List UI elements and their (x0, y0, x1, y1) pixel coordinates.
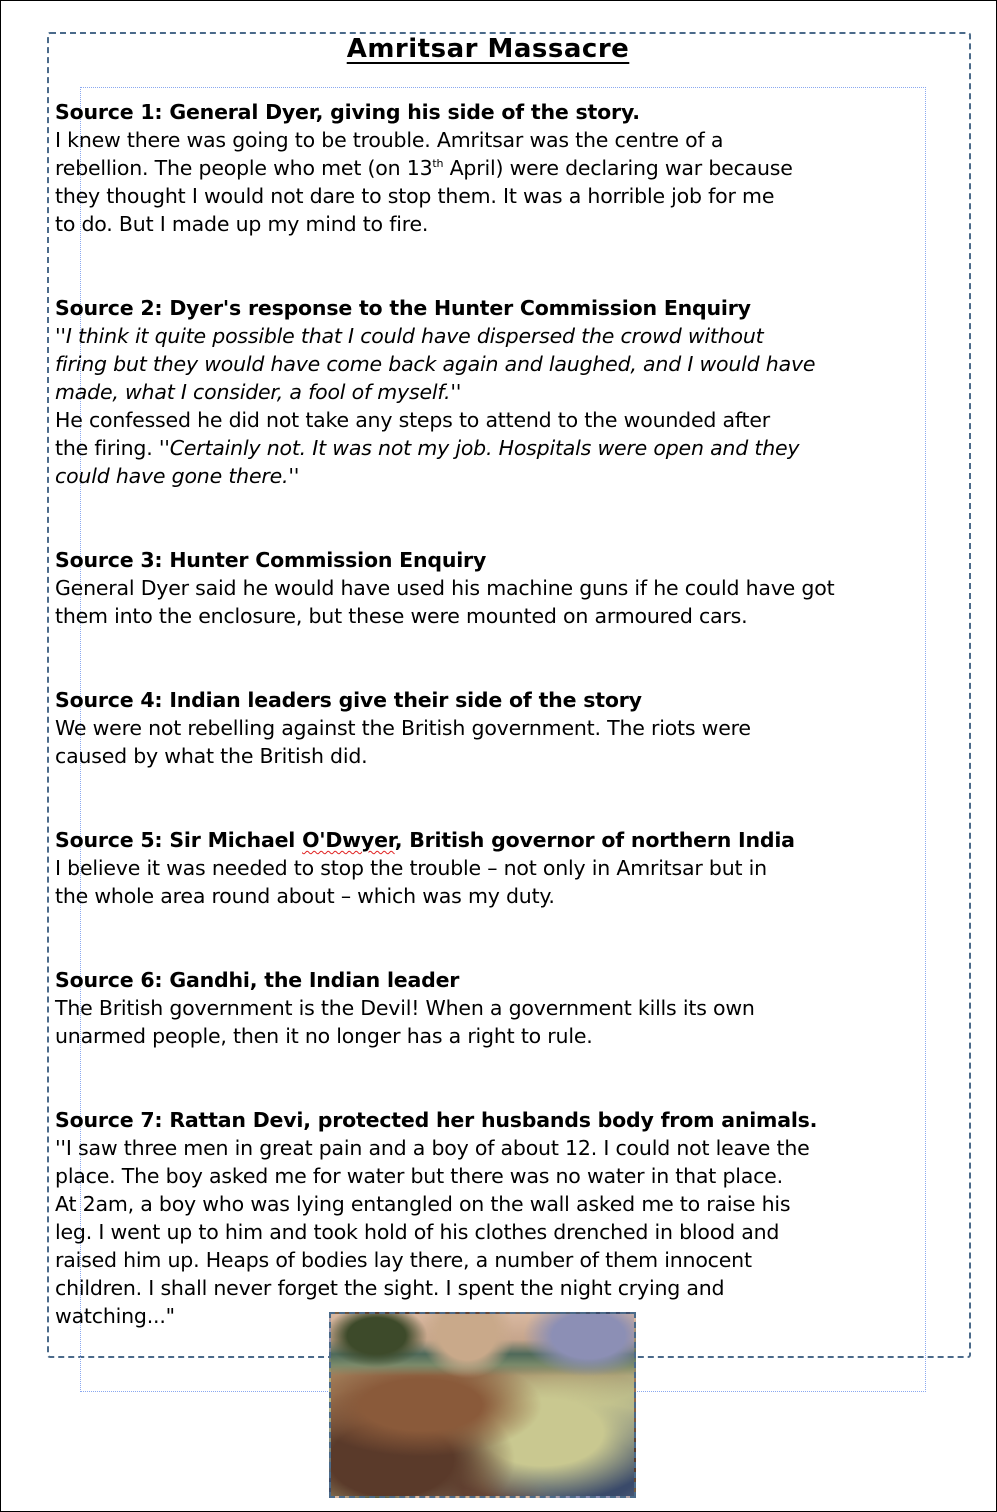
source-line: they thought I would not dare to stop them. It was a horrible job for me (55, 184, 775, 208)
spellcheck-flagged-word[interactable]: O'Dwyer (302, 828, 395, 852)
spacer (55, 770, 970, 826)
source-line: the firing. ''Certainly not. It was not my job. Hospitals were open and they (55, 436, 800, 460)
quote-line: made, what I consider, a fool of myself.'' (55, 380, 462, 404)
source-line: them into the enclosure, but these were mounted on armoured cars. (55, 604, 748, 628)
source-heading: Source 7: Rattan Devi, protected her husbands body from animals. (55, 1108, 818, 1132)
spacer (55, 910, 970, 966)
source-heading: Source 4: Indian leaders give their side of the story (55, 688, 642, 712)
source-line: the whole area round about – which was my duty. (55, 884, 555, 908)
massacre-painting-image[interactable] (329, 1312, 636, 1498)
source-line: to do. But I made up my mind to fire. (55, 212, 429, 236)
quote-line: firing but they would have come back again and laughed, and I would have (55, 352, 816, 376)
spacer (55, 1050, 970, 1106)
spacer (55, 238, 970, 294)
source-4 (55, 686, 970, 770)
source-heading: Source 5: Sir Michael O'Dwyer, British governor of northern India (55, 828, 795, 852)
spacer (55, 630, 970, 686)
quote-line: ''I think it quite possible that I could have dispersed the crowd without (55, 324, 764, 348)
superscript-ordinal: th (432, 157, 444, 171)
source-7 (55, 1106, 970, 1330)
title-text: Amritsar Massacre (346, 34, 630, 64)
source-line: caused by what the British did. (55, 744, 368, 768)
source-line: watching..." (55, 1304, 175, 1328)
source-6 (55, 966, 970, 1050)
source-heading: Source 3: Hunter Commission Enquiry (55, 548, 487, 572)
source-line: We were not rebelling against the British government. The riots were (55, 716, 751, 740)
source-3 (55, 546, 970, 630)
source-line: leg. I went up to him and took hold of his clothes drenched in blood and (55, 1220, 780, 1244)
source-line: I believe it was needed to stop the trouble – not only in Amritsar but in (55, 856, 767, 880)
source-heading: Source 1: General Dyer, giving his side of the story. (55, 100, 640, 124)
source-heading: Source 6: Gandhi, the Indian leader (55, 968, 460, 992)
source-heading: Source 2: Dyer's response to the Hunter Commission Enquiry (55, 296, 751, 320)
quote-line: could have gone there.'' (55, 464, 300, 488)
source-2 (55, 294, 970, 490)
spacer (55, 490, 970, 546)
source-1 (55, 98, 970, 238)
source-line: General Dyer said he would have used his machine guns if he could have got (55, 576, 835, 600)
source-line: raised him up. Heaps of bodies lay there, a number of them innocent (55, 1248, 752, 1272)
source-line: ''I saw three men in great pain and a boy of about 12. I could not leave the (55, 1136, 810, 1160)
source-line: The British government is the Devil! When a government kills its own (55, 996, 755, 1020)
sources-content[interactable] (55, 98, 970, 1330)
source-line: children. I shall never forget the sight. I spent the night crying and (55, 1276, 725, 1300)
source-line: place. The boy asked me for water but there was no water in that place. (55, 1164, 783, 1188)
source-line: rebellion. The people who met (on 13th April) were declaring war because (55, 156, 793, 180)
source-line: He confessed he did not take any steps to attend to the wounded after (55, 408, 771, 432)
source-line: At 2am, a boy who was lying entangled on the wall asked me to raise his (55, 1192, 791, 1216)
source-line: unarmed people, then it no longer has a right to rule. (55, 1024, 593, 1048)
source-line: I knew there was going to be trouble. Amritsar was the centre of a (55, 128, 724, 152)
page-title (0, 34, 976, 64)
source-5 (55, 826, 970, 910)
